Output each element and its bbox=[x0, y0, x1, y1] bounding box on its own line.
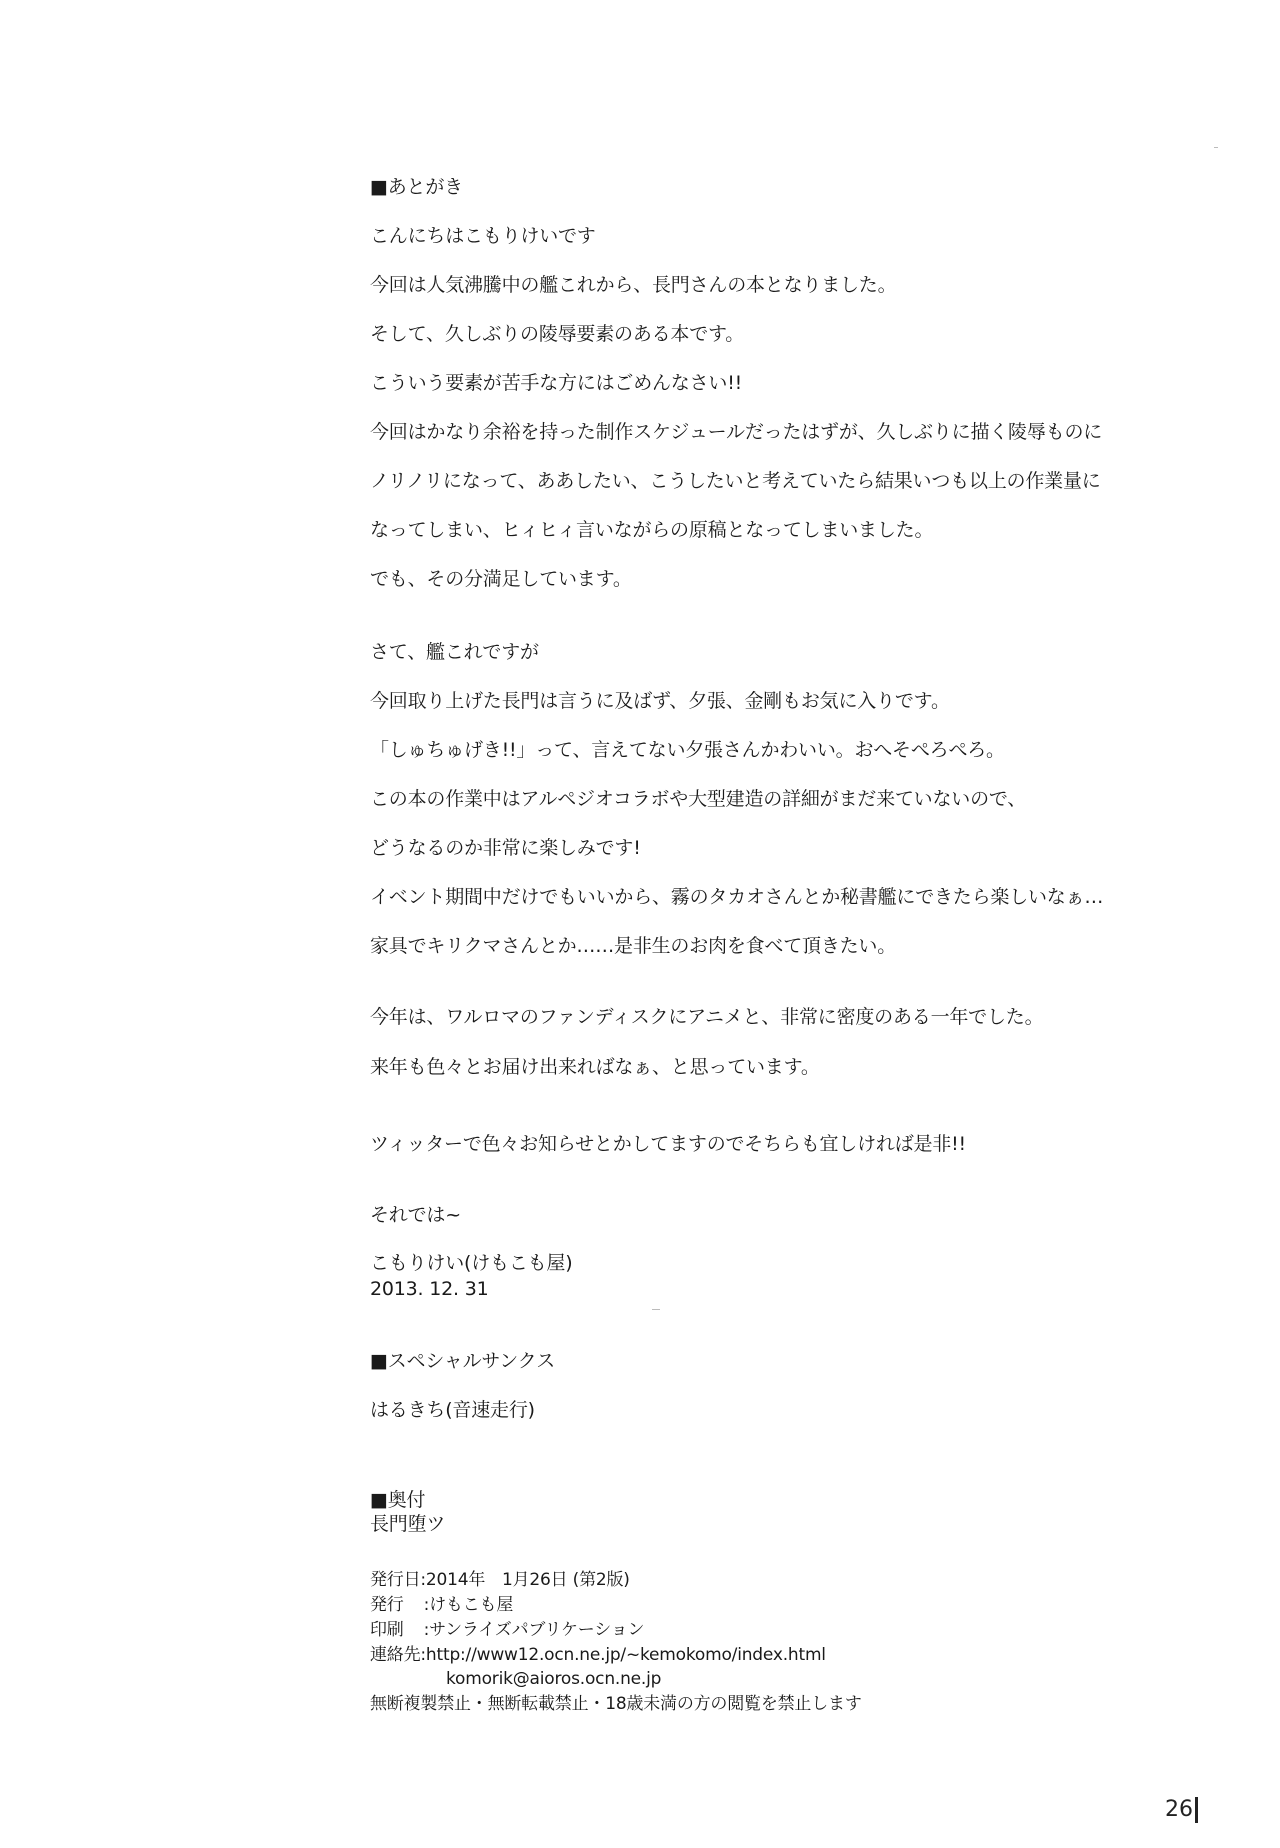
colophon-row bbox=[370, 1645, 826, 1665]
page-number: 26 bbox=[1165, 1797, 1198, 1823]
afterword-line: 今回取り上げた長門は言うに及ばず、夕張、金剛もお気に入りです。 bbox=[370, 690, 950, 712]
afterword-line: こんにちはこもりけいです bbox=[370, 225, 596, 247]
afterword-line: 今回は人気沸騰中の艦これから、長門さんの本となりました。 bbox=[370, 274, 897, 296]
afterword-line: 今回はかなり余裕を持った制作スケジュールだったはずが、久しぶりに描く陵辱ものに bbox=[370, 421, 1103, 443]
afterword-line: 家具でキリクマさんとか……是非生のお肉を食べて頂きたい。 bbox=[370, 935, 897, 957]
colophon-row-value: :2014年 1月26日 (第2版) bbox=[420, 1570, 630, 1590]
afterword-line: ツィッターで色々お知らせとかしてますのでそちらも宜しければ是非!! bbox=[370, 1133, 966, 1155]
afterword-author: こもりけい(けもこも屋) bbox=[370, 1252, 573, 1274]
special-thanks-heading: ■スペシャルサンクス bbox=[370, 1350, 556, 1372]
colophon-row bbox=[370, 1570, 630, 1590]
colophon-title: 長門堕ツ bbox=[370, 1513, 446, 1535]
colophon-row bbox=[370, 1620, 644, 1640]
afterword-line: ノリノリになって、ああしたい、こうしたいと考えていたら結果いつも以上の作業量に bbox=[370, 470, 1101, 492]
afterword-line: 今年は、ワルロマのファンディスクにアニメと、非常に密度のある一年でした。 bbox=[370, 1006, 1044, 1028]
afterword-line: でも、その分満足しています。 bbox=[370, 568, 632, 590]
afterword-line: イベント期間中だけでもいいから、霧のタカオさんとか秘書艦にできたら楽しいなぁ… bbox=[370, 886, 1104, 908]
colophon-notice: 無断複製禁止・無断転載禁止・18歳未満の方の閲覧を禁止します bbox=[370, 1694, 862, 1714]
colophon-row-label: 連絡先 bbox=[370, 1645, 421, 1665]
afterword-line: 「しゅちゅげき!!」って、言えてない夕張さんかわいい。おへそぺろぺろ。 bbox=[370, 739, 1005, 761]
colophon-row-value: :http://www12.ocn.ne.jp/~kemokomo/index.html bbox=[420, 1645, 826, 1665]
afterword-line: なってしまい、ヒィヒィ言いながらの原稿となってしまいました。 bbox=[370, 519, 934, 541]
afterword-heading: ■あとがき bbox=[370, 176, 463, 198]
afterword-date: 2013. 12. 31 bbox=[370, 1278, 489, 1300]
afterword-line: それでは~ bbox=[370, 1204, 461, 1226]
colophon-row-label: 印刷 bbox=[370, 1620, 404, 1640]
afterword-line: こういう要素が苦手な方にはごめんなさい!! bbox=[370, 372, 743, 394]
afterword-line: この本の作業中はアルペジオコラボや大型建造の詳細がまだ来ていないので、 bbox=[370, 788, 1027, 810]
afterword-line: どうなるのか非常に楽しみです! bbox=[370, 837, 641, 859]
afterword-line: 来年も色々とお届け出来ればなぁ、と思っています。 bbox=[370, 1056, 820, 1078]
colophon-row bbox=[370, 1595, 513, 1615]
scan-mark bbox=[652, 1309, 660, 1310]
afterword-line: さて、艦これですが bbox=[370, 641, 539, 663]
scan-mark bbox=[1214, 147, 1218, 148]
colophon-row-value: :サンライズパブリケーション bbox=[423, 1620, 645, 1640]
colophon-row-label: 発行 bbox=[370, 1595, 404, 1615]
colophon-row-label: 発行日 bbox=[370, 1570, 421, 1590]
colophon-row-value: :けもこも屋 bbox=[423, 1595, 514, 1615]
afterword-line: そして、久しぶりの陵辱要素のある本です。 bbox=[370, 323, 745, 345]
colophon-heading: ■奥付 bbox=[370, 1489, 426, 1511]
special-thanks-name: はるきち(音速走行) bbox=[370, 1399, 535, 1421]
colophon-email: komorik@aioros.ocn.ne.jp bbox=[446, 1669, 662, 1689]
